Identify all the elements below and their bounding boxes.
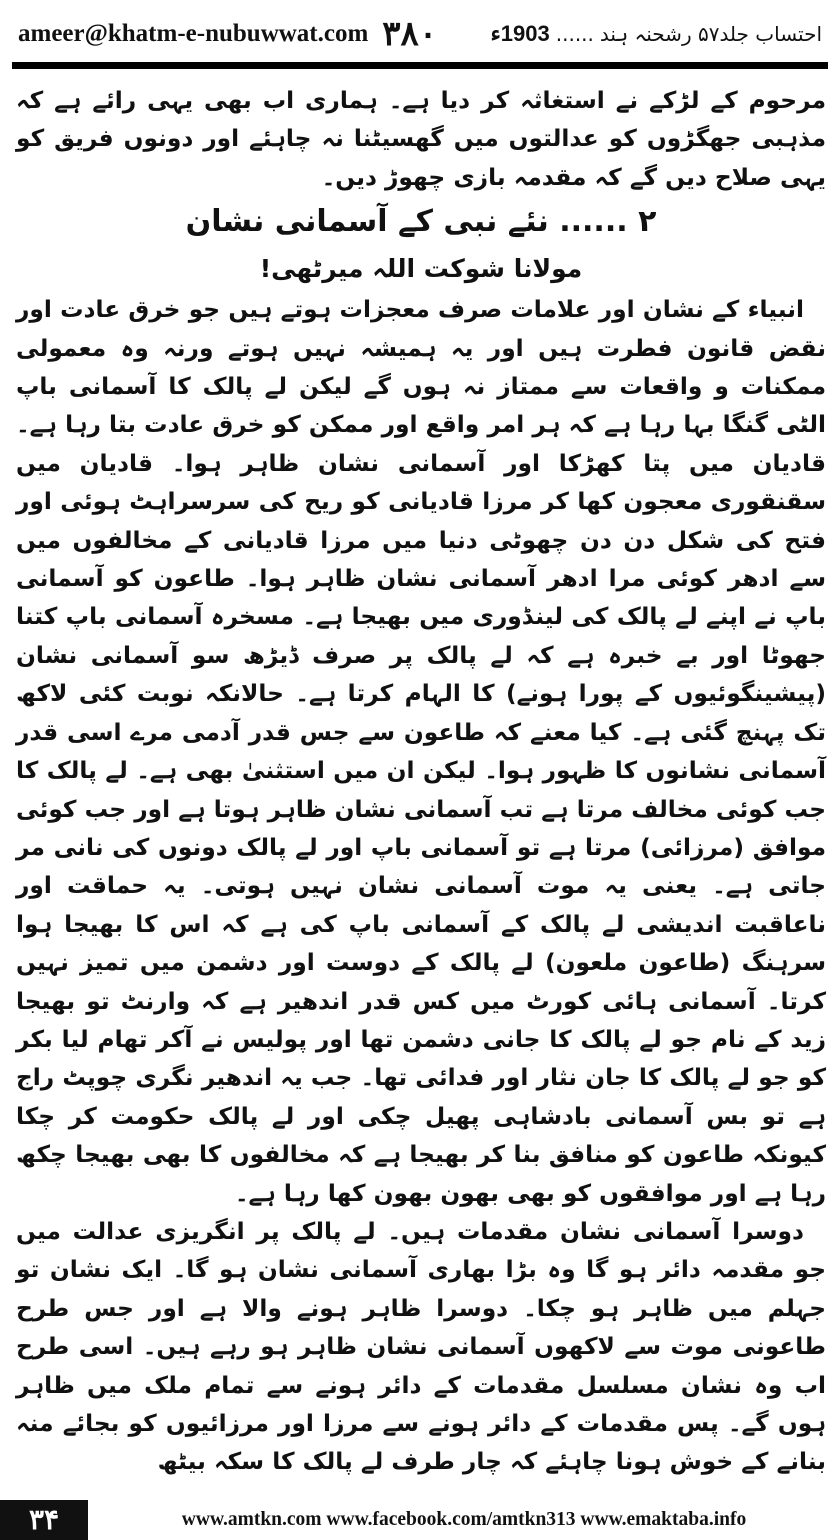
footer-page-number: ۳۴	[0, 1500, 88, 1540]
section-heading: ۲ ...... نئے نبی کے آسمانی نشان	[185, 204, 657, 240]
page-body	[16, 82, 826, 1482]
paragraph-1: مرحوم کے لڑکے نے استغاثہ کر دیا ہے۔ ہماری اب بھی یہی رائے ہے کہ مذہبی جھگڑوں کو عدالتوں میں گھسیٹنا نہ چاہئے اور دونوں فریق کو یہی صلاح دیں گے کہ مقدمہ بازی چھوڑ دیں۔	[16, 87, 826, 191]
paragraph-3: دوسرا آسمانی نشان مقدمات ہیں۔ لے پالک پر انگریزی عدالت میں جو مقدمہ دائر ہو گا وہ بڑا بھاری آسمانی نشان ہو گا۔ ایک نشان تو جہلم میں ظاہر ہو چکا۔ دوسرا ظاہر ہونے والا ہے اور جس طرح طاعونی موت سے لاکھوں آسمانی نشان ظاہر ہو رہے ہیں۔ اسی طرح اب وہ نشان مسلسل مقدمات کے دائر ہونے سے تمام ملک میں ظاہر ہوں گے۔ پس مقدمات کے دائر ہونے سے مرزا اور مرزائیوں کو بجائے منہ بنانے کے خوش ہونا چاہئے کہ چار طرف لے پالک کا سکہ بیٹھ	[16, 1217, 826, 1476]
page-header	[18, 10, 822, 58]
page-footer	[0, 1500, 840, 1540]
header-right	[490, 21, 822, 47]
header-page-number: ۳۸۰	[382, 16, 438, 53]
footer-links[interactable]: www.amtkn.com www.facebook.com/amtkn313 www.emaktaba.info	[181, 1509, 747, 1530]
paragraph-2: انبیاء کے نشان اور علامات صرف معجزات ہوتے ہیں جو خرق عادت اور نقض قانون فطرت ہیں اور یہ ہمیشہ نہیں ہوتے ورنہ وہ معمولی ممکنات و واقعات سے ممتاز نہ ہوں گے لیکن لے پالک کا آسمانی باپ الٹی گنگا بہا رہا ہے کہ ہر امر واقع اور ممکن کو خرق عادت بتا رہا ہے۔ قادیان میں پتا کھڑکا اور آسمانی نشان ظاہر ہوا۔ قادیان میں سقنقوری معجون کھا کر مرزا قادیانی کو ریح کی سرسراہٹ ہوئی اور فتح کی شکل دن دن چھوٹی دنیا میں مرزا قادیانی کے مخالفوں میں سے ادھر کوئی مرا ادھر آسمانی نشان ظاہر ہوا۔ طاعون کو آسمانی باپ نے اپنے لے پالک کی لینڈوری میں بھیجا ہے۔ مسخرہ آسمانی باپ کتنا جھوٹا اور بے خبرہ ہے کہ لے پالک پر صرف ڈیڑھ سو آسمانی نشان (پیشینگوئیوں کے پورا ہونے) کا الہام کرتا ہے۔ حالانکہ نوبت کئی لاکھ تک پہنچ گئی ہے۔ کیا معنے کہ طاعون سے جس قدر آدمی مرے اسی قدر آسمانی نشانوں کا ظہور ہوا۔ لیکن ان میں استثنیٰ بھی ہے۔ لے پالک کا جب کوئی مخالف مرتا ہے تب آسمانی نشان ظاہر ہوتا ہے اور جب کوئی موافق (مرزائی) مرتا ہے تو آسمانی باپ اور لے پالک دونوں کی نانی مر جاتی ہے۔ یعنی یہ موت آسمانی نشان نہیں ہوتی۔ یہ حماقت اور ناعاقبت اندیشی لے پالک کے آسمانی باپ کی ہے کہ اس کا بھیجا ہوا سرہنگ (طاعون ملعون) لے پالک کے دوست اور دشمن میں تمیز نہیں کرتا۔ آسمانی ہائی کورٹ میں کس قدر اندھیر ہے کہ وارنٹ تو بھیجا زید کے نام جو لے پالک کا جانی دشمن تھا اور پولیس نے آکر تھام لیا بکر کو جو لے پالک کا جان نثار اور فدائی تھا۔ جب یہ اندھیر نگری چوپٹ راج ہے تو بس آسمانی بادشاہی پھیل چکی اور لے پالک حکومت کر چکا کیونکہ طاعون کو منافق بنا کر بھیجا ہے کہ مخالفوں کا بھی بھیجا چکھ رہا ہے اور موافقوں کو بھی بھون بھون کھا رہا ہے۔	[16, 296, 826, 1207]
header-left	[18, 14, 437, 54]
header-rule	[12, 62, 828, 69]
header-book-title: احتساب جلد۵۷ رشحنہ ہند	[599, 22, 822, 46]
header-year: 1903ء	[490, 21, 550, 46]
header-email[interactable]: ameer@khatm-e-nubuwwat.com	[18, 20, 369, 47]
header-dots: ......	[555, 22, 594, 46]
author-name: مولانا شوکت اللہ میرٹھی!	[259, 254, 583, 284]
